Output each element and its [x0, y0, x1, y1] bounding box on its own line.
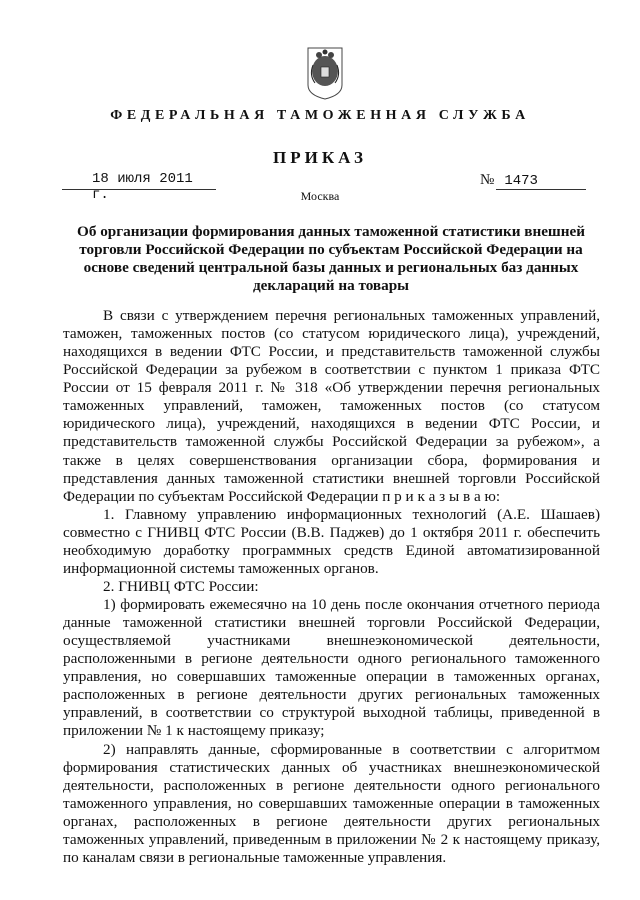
text-line: данные таможенной статистики внешней торговли Российской Федерации, — [63, 614, 600, 632]
text-line: приложении № 1 к настоящему приказу; — [63, 722, 325, 740]
title-line: основе сведений центральной базы данных и региональных баз данных — [83, 259, 579, 276]
text-line: совместно с ГНИВЦ ФТС России (В.В. Паджев) до 1 октября 2011 г. обеспечить — [63, 523, 600, 541]
paragraph — [63, 578, 600, 596]
text-line: по каналам связи в региональные таможенные управления. — [63, 848, 447, 866]
title-line: торговли Российской Федерации по субъектам Российской Федерации на — [79, 241, 583, 258]
text-line: 2) направлять данные, сформированные в соответствии с алгоритмом — [103, 740, 600, 758]
order-number-field — [480, 171, 600, 190]
paragraph — [63, 307, 600, 506]
document-type: ПРИКАЗ — [273, 148, 367, 167]
order-body — [63, 307, 600, 867]
text-line: представления данных таможенной статистики внешней торговли Российской — [63, 469, 600, 487]
text-line: управлений, в соответствии со структурой выходной таблицы, приведенной в — [63, 704, 600, 722]
agency-name: ФЕДЕРАЛЬНАЯ ТАМОЖЕННАЯ СЛУЖБА — [110, 108, 530, 123]
order-date: 18 июля 2011 г. — [62, 171, 216, 190]
order-title — [70, 223, 592, 295]
text-line: органах, расположенных в регионе деятельности других региональных — [63, 812, 600, 830]
text-line: 1. Главному управлению информационных технологий (А.Е. Шашаев) — [103, 505, 600, 523]
text-line: представительств таможенной службы Российской Федерации за рубежом», а — [63, 433, 600, 451]
city: Москва — [300, 189, 340, 203]
text-line: таможен, таможенных постов (со статусом юридического лица), учреждений, — [63, 325, 600, 343]
order-number: 1473 — [496, 173, 586, 190]
paragraph — [63, 506, 600, 578]
text-line: информационной системы таможенных органов. — [63, 559, 379, 577]
coat-of-arms-icon — [305, 45, 345, 101]
text-line: таможенных управлений, таможен, таможенных постов (со статусом — [63, 397, 600, 415]
text-line: формирования статистических данных об участниках внешнеэкономической — [63, 758, 600, 776]
text-line: Российской Федерации за рубежом в соответствии с пунктом 1 приказа ФТС — [63, 361, 600, 379]
text-line: расположенными в регионе деятельности одного регионального таможенного — [63, 650, 600, 668]
text-line: 2. ГНИВЦ ФТС России: — [103, 577, 259, 595]
paragraph — [63, 741, 600, 867]
text-line: управления, но совершавших таможенные операции в таможенных органах, — [63, 668, 600, 686]
text-line: также в целях совершенствования организации сбора, формирования и — [63, 451, 600, 469]
title-line: деклараций на товары — [252, 277, 410, 294]
text-line: расположенных в регионе деятельности других региональных таможенных — [63, 686, 600, 704]
text-line: деятельности, расположенных в регионе деятельности одного регионального — [63, 776, 600, 794]
text-line: таможенного управления, но совершавших таможенные операции в таможенных — [63, 794, 600, 812]
text-line: России от 15 февраля 2011 г. № 318 «Об утверждении перечня региональных — [63, 379, 600, 397]
text-line: осуществляемой участниками внешнеэкономической деятельности, — [63, 632, 600, 650]
title-line: Об организации формирования данных таможенной статистики внешней — [77, 223, 585, 240]
text-line: 1) формировать ежемесячно на 10 день после окончания отчетного периода — [103, 596, 600, 613]
number-sign: № — [480, 172, 495, 188]
text-line: необходимую доработку программных средств Единой автоматизированной — [63, 541, 600, 559]
text-line: юридического лица), учреждений, находящихся в ведении ФТС России, и — [63, 415, 600, 433]
text-line: таможенных управлений, приведенным в приложении № 2 к настоящему приказу, — [63, 830, 600, 848]
text-line: находящихся в ведении ФТС России, и представительств таможенной службы — [63, 343, 600, 361]
paragraph — [63, 596, 600, 741]
text-line: В связи с утверждением перечня региональных таможенных управлений, — [103, 307, 600, 324]
text-line: Федерации по субъектам Российской Федерации п р и к а з ы в а ю: — [63, 487, 501, 505]
